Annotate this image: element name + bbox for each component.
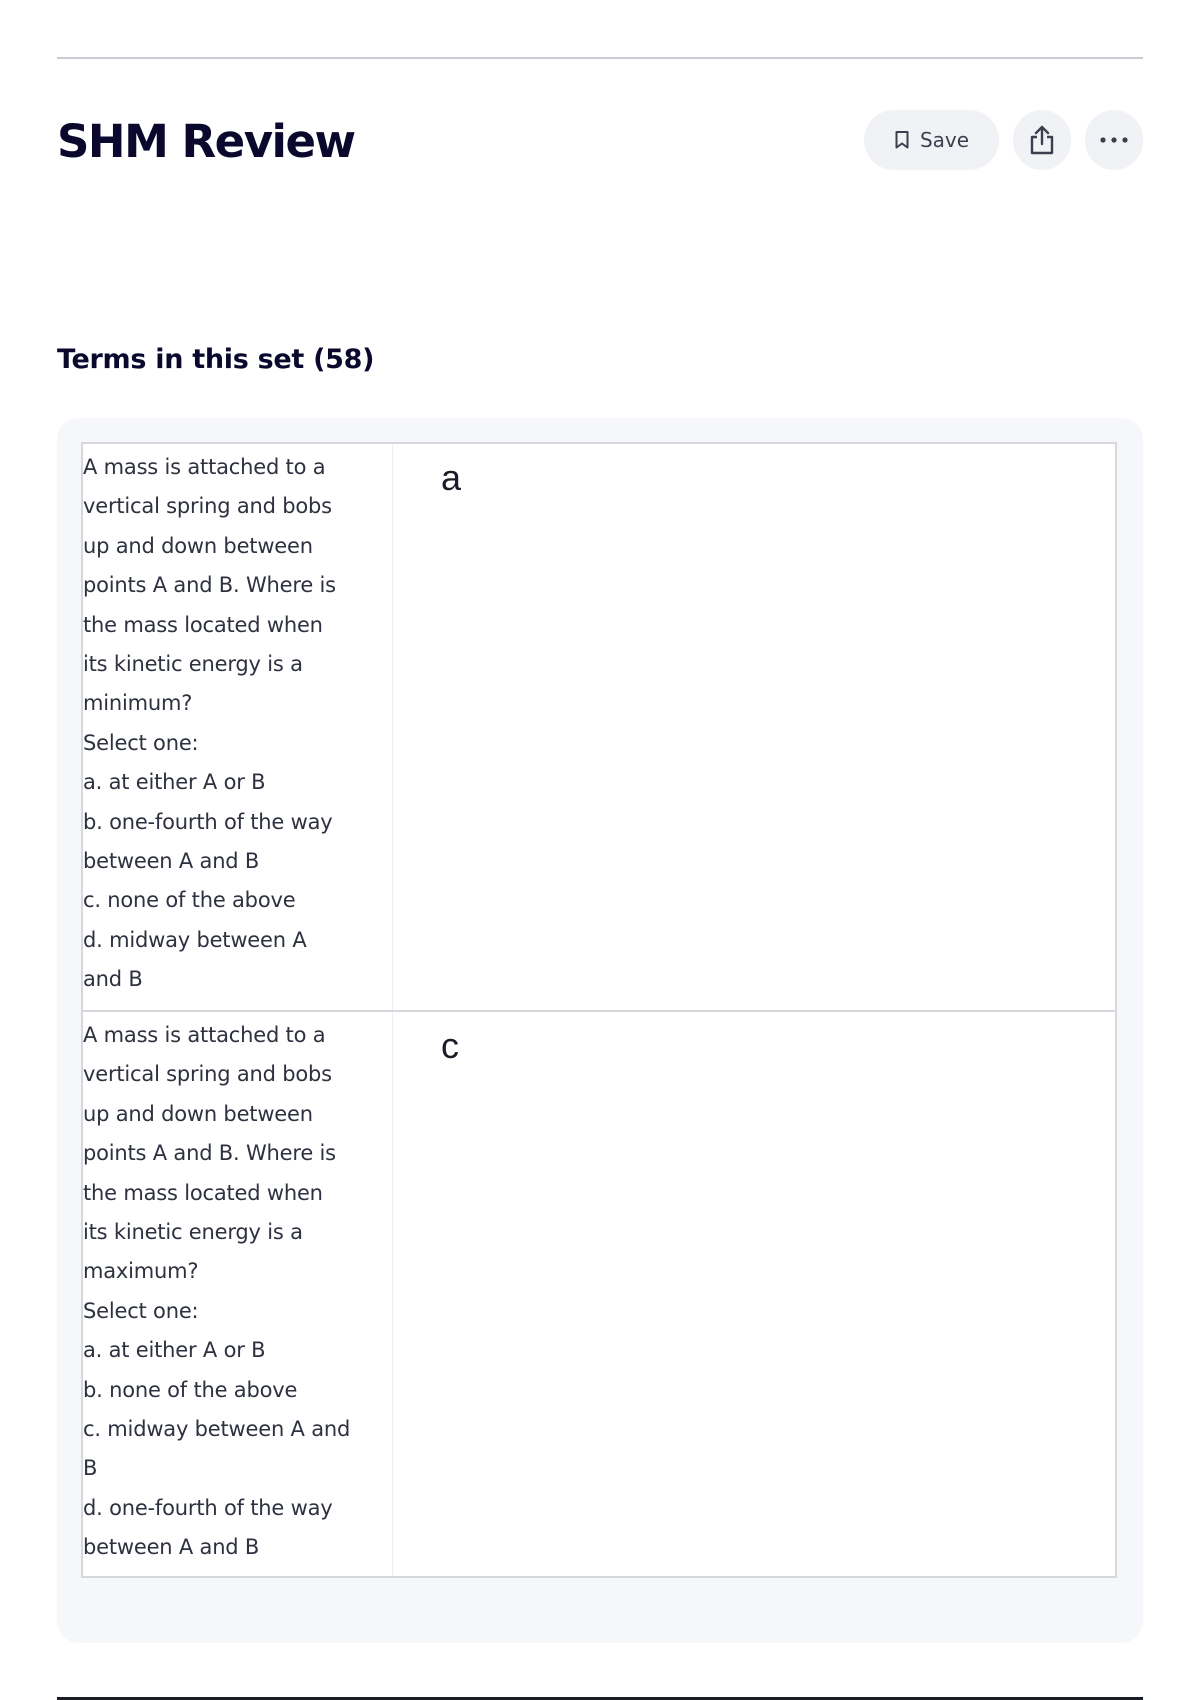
save-button-label: Save	[919, 128, 970, 152]
bookmark-icon	[894, 130, 910, 150]
term-line: up and down between	[83, 533, 313, 558]
term-line: points A and B. Where is	[83, 573, 336, 598]
term-text	[83, 444, 393, 1010]
term-line: vertical spring and bobs	[83, 1062, 332, 1087]
term-line: between A and B	[83, 1535, 260, 1560]
terms-heading: Terms in this set (58)	[57, 344, 375, 375]
term-line: b. one-fourth of the way	[83, 809, 333, 834]
term-line: A mass is attached to a	[83, 1023, 326, 1047]
term-line: a. at either A or B	[83, 770, 266, 795]
header-actions	[864, 110, 1143, 170]
term-line: up and down between	[83, 1101, 313, 1126]
term-line: Select one:	[83, 1298, 199, 1323]
more-options-icon	[1099, 136, 1129, 144]
term-line: a. at either A or B	[83, 1338, 266, 1363]
term-line: between A and B	[83, 849, 260, 874]
definition-area	[393, 444, 1115, 1010]
page-title: SHM Review	[57, 115, 355, 168]
term-card[interactable]	[81, 1010, 1117, 1578]
term-line: and B	[83, 967, 143, 992]
definition-text: c	[441, 1025, 459, 1066]
more-options-button[interactable]	[1085, 110, 1143, 170]
term-card[interactable]	[81, 442, 1117, 1012]
share-icon	[1028, 124, 1056, 156]
term-line: points A and B. Where is	[83, 1141, 336, 1166]
term-line: A mass is attached to a	[83, 455, 326, 479]
term-line: vertical spring and bobs	[83, 494, 332, 519]
term-line: c. none of the above	[83, 888, 296, 913]
terms-list	[57, 418, 1143, 1643]
term-line: b. none of the above	[83, 1377, 298, 1402]
term-line: d. one-fourth of the way	[83, 1495, 333, 1520]
term-text	[83, 1012, 393, 1576]
term-line: d. midway between A	[83, 927, 307, 952]
term-line: the mass located when	[83, 612, 323, 637]
term-line: its kinetic energy is a	[83, 652, 303, 677]
term-line: maximum?	[83, 1259, 199, 1284]
share-button[interactable]	[1013, 110, 1071, 170]
definition-text: a	[441, 457, 462, 498]
term-line: c. midway between A and	[83, 1417, 351, 1442]
term-line: Select one:	[83, 730, 199, 755]
definition-area	[393, 1012, 1115, 1576]
term-line: B	[83, 1456, 98, 1481]
term-line: minimum?	[83, 691, 193, 716]
term-line: its kinetic energy is a	[83, 1220, 303, 1245]
term-line: the mass located when	[83, 1180, 323, 1205]
save-button[interactable]	[864, 110, 999, 170]
top-divider	[57, 57, 1143, 59]
